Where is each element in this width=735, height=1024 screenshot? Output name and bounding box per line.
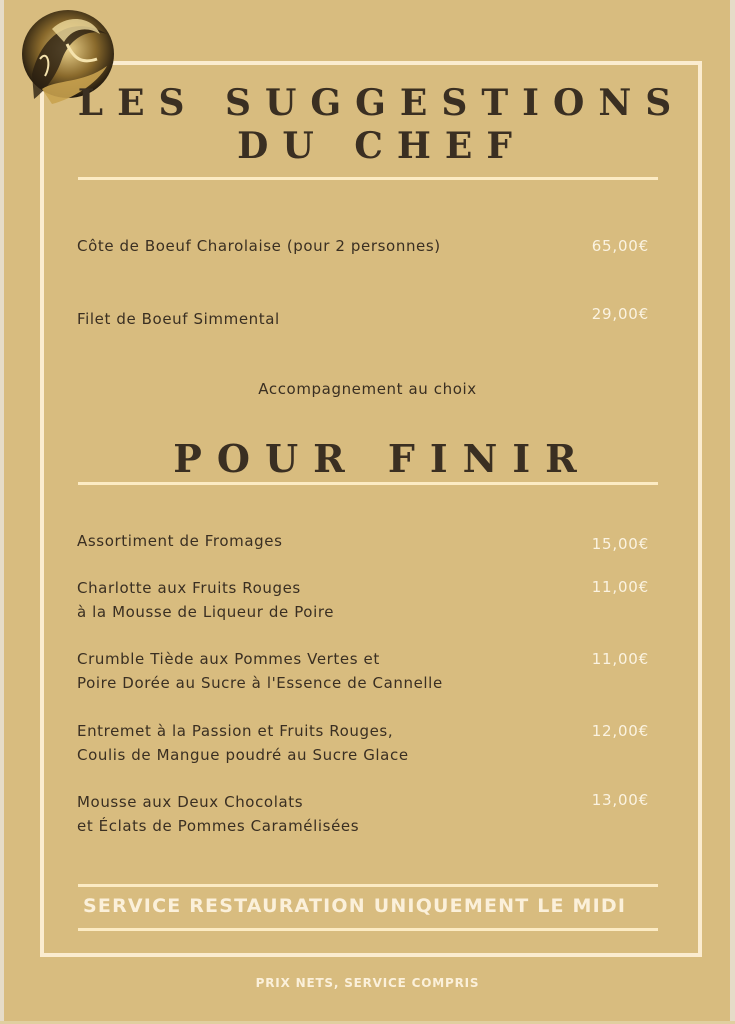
divider [78,482,658,485]
menu-item-price: 13,00€ [591,791,649,809]
menu-item-price: 29,00€ [591,305,649,323]
page-title: DU CHEF [237,125,526,167]
menu-item-line: Mousse aux Deux Chocolats [77,793,304,811]
page-title: LES SUGGESTIONS [77,82,686,124]
menu-item-line: Entremet à la Passion et Fruits Rouges, [77,722,394,740]
divider [78,884,658,887]
divider [78,177,658,180]
menu-item-name: Assortiment de Fromages [77,532,283,550]
menu-item-name [77,647,443,695]
menu-item-name: Filet de Boeuf Simmental [77,310,280,328]
divider [78,928,658,931]
menu-item-line: Crumble Tiède aux Pommes Vertes et [77,650,380,668]
menu-item-line: Poire Dorée au Sucre à l'Essence de Cannelle [77,674,443,692]
menu-item-price: 11,00€ [591,650,649,668]
menu-item-name [77,790,359,838]
menu-item-name [77,576,334,624]
menu-item-line: Coulis de Mangue poudré au Sucre Glace [77,746,409,764]
menu-item-name: Côte de Boeuf Charolaise (pour 2 personnes) [77,237,441,255]
menu-item-line: et Éclats de Pommes Caramélisées [77,817,360,835]
service-banner: SERVICE RESTAURATION UNIQUEMENT LE MIDI [83,895,627,917]
menu-item-price: 65,00€ [591,237,649,255]
menu-item-line: Charlotte aux Fruits Rouges [77,579,301,597]
menu-item-line: à la Mousse de Liqueur de Poire [77,603,335,621]
footer-note: PRIX NETS, SERVICE COMPRIS [255,976,480,990]
menu-item-price: 12,00€ [591,722,649,740]
section-title: POUR FINIR [173,436,592,481]
menu-item-price: 15,00€ [591,535,649,553]
menu-item-name [77,719,409,767]
menu-item-price: 11,00€ [591,578,649,596]
side-dish-note: Accompagnement au choix [258,380,477,398]
